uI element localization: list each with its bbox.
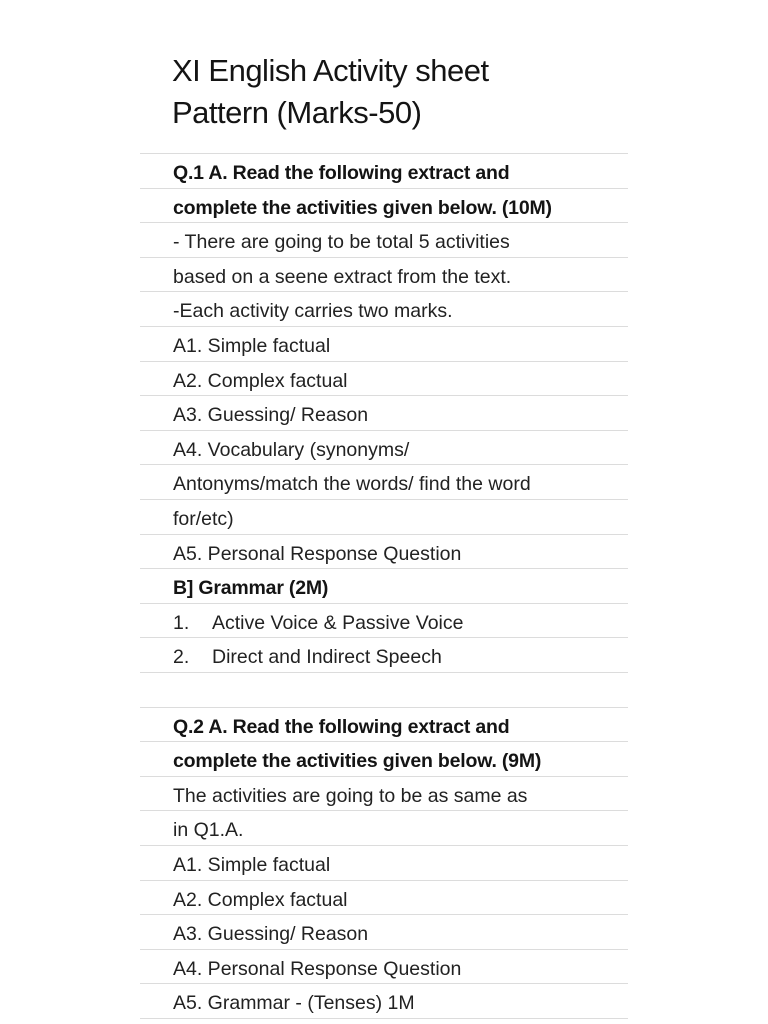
rule-line	[140, 776, 628, 777]
rule-line	[140, 499, 628, 500]
text-line	[173, 467, 628, 501]
text-line	[173, 917, 628, 951]
text-line	[173, 848, 628, 882]
section-heading-line	[173, 156, 628, 190]
line-text: A4. Personal Response Question	[173, 957, 462, 980]
rule-line	[140, 741, 628, 742]
list-number: 2.	[173, 646, 190, 669]
rule-line	[140, 395, 628, 396]
page-title	[172, 50, 632, 134]
rule-line	[140, 291, 628, 292]
text-line	[173, 398, 628, 432]
text-line	[173, 813, 628, 847]
line-text: B] Grammar (2M)	[173, 577, 329, 600]
text-line	[173, 502, 628, 536]
text-line	[173, 606, 628, 640]
list-number: 1.	[173, 611, 190, 634]
rule-line	[140, 880, 628, 881]
rule-line	[140, 914, 628, 915]
line-text: in Q1.A.	[173, 819, 244, 842]
rule-line	[140, 361, 628, 362]
rule-line	[140, 707, 628, 708]
section-heading-line	[173, 744, 628, 778]
line-text: A4. Vocabulary (synonyms/	[173, 438, 410, 461]
line-text: A1. Simple factual	[173, 854, 331, 876]
rule-line	[140, 222, 628, 223]
line-text: -Each activity carries two marks.	[173, 300, 453, 323]
line-text: Q.1 A. Read the following extract and	[173, 162, 510, 184]
text-line	[173, 675, 628, 709]
text-line	[173, 537, 628, 571]
text-line	[173, 779, 628, 813]
text-line	[173, 260, 628, 294]
line-text: - There are going to be total 5 activities	[173, 231, 510, 254]
title-line-2: Pattern (Marks-50)	[172, 95, 422, 130]
line-text: Antonyms/match the words/ find the word	[173, 473, 531, 496]
rule-line	[140, 983, 628, 984]
line-text: Direct and Indirect Speech	[212, 646, 442, 669]
section-heading-line	[173, 191, 628, 225]
text-line	[173, 225, 628, 259]
line-text: A5. Grammar - (Tenses) 1M	[173, 992, 415, 1015]
rule-line	[140, 153, 628, 154]
line-text: A2. Complex factual	[173, 369, 348, 392]
rule-line	[140, 464, 628, 465]
line-text: complete the activities given below. (9M)	[173, 750, 542, 773]
line-text: A1. Simple factual	[173, 335, 331, 357]
line-text: A5. Personal Response Question	[173, 542, 462, 565]
rule-line	[140, 637, 628, 638]
text-line	[173, 883, 628, 917]
title-line-1: XI English Activity sheet	[172, 53, 489, 88]
rule-line	[140, 188, 628, 189]
rule-line	[140, 257, 628, 258]
rule-line	[140, 326, 628, 327]
rule-line	[140, 845, 628, 846]
rule-line	[140, 672, 628, 673]
section-heading-line	[173, 571, 628, 605]
text-line	[173, 329, 628, 363]
rule-line	[140, 810, 628, 811]
line-text: based on a seene extract from the text.	[173, 265, 512, 288]
rule-line	[140, 949, 628, 950]
section-heading-line	[173, 710, 628, 744]
rule-line	[140, 534, 628, 535]
text-line	[173, 986, 628, 1020]
rule-line	[140, 568, 628, 569]
line-text: A3. Guessing/ Reason	[173, 923, 369, 946]
text-line	[173, 640, 628, 674]
text-line	[173, 364, 628, 398]
line-text: A2. Complex factual	[173, 888, 348, 911]
line-text: A3. Guessing/ Reason	[173, 404, 369, 427]
line-text: Active Voice & Passive Voice	[212, 611, 464, 634]
line-text: complete the activities given below. (10M)	[173, 196, 552, 219]
line-text: for/etc)	[173, 508, 234, 530]
text-line	[173, 952, 628, 986]
line-text: Q.2 A. Read the following extract and	[173, 715, 510, 738]
rule-line	[140, 1018, 628, 1019]
text-line	[173, 294, 628, 328]
line-text: The activities are going to be as same as	[173, 784, 528, 807]
rule-line	[140, 603, 628, 604]
rule-line	[140, 430, 628, 431]
text-line	[173, 433, 628, 467]
